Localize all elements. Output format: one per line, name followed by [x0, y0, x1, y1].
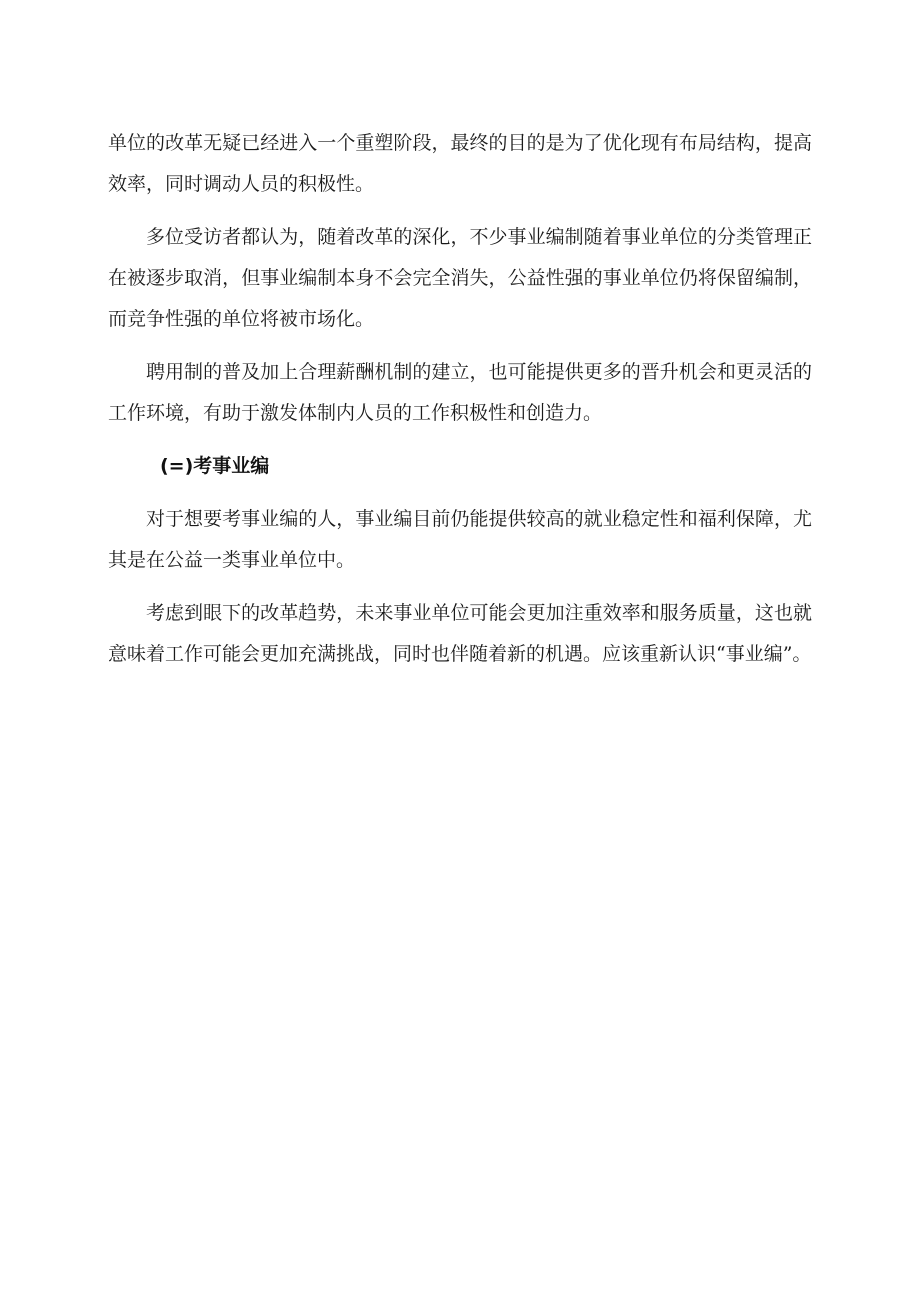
document-body: [108, 123, 812, 687]
paragraph-editorial-status: 多位受访者都认为，随着改革的深化，不少事业编制随着事业单位的分类管理正在被逐步取消，但事业编制本身不会完全消失，公益性强的事业单位仍将保留编制，而竞争性强的单位将被市场化。: [108, 226, 812, 330]
paragraph-continuation: 单位的改革无疑已经进入一个重塑阶段，最终的目的是为了优化现有布局结构，提高效率，同时调动人员的积极性。: [108, 132, 812, 195]
section-heading: (=)考事业编: [160, 455, 270, 477]
paragraph-reform-trend: 考虑到眼下的改革趋势，未来事业单位可能会更加注重效率和服务质量，这也就意味着工作可能会更加充满挑战，同时也伴随着新的机遇。应该重新认识“事业编”。: [108, 602, 812, 665]
paragraph-employment-system: 聘用制的普及加上合理薪酬机制的建立，也可能提供更多的晋升机会和更灵活的工作环境，有助于激发体制内人员的工作积极性和创造力。: [108, 361, 812, 424]
paragraph-exam-stability: 对于想要考事业编的人，事业编目前仍能提供较高的就业稳定性和福利保障，尤其是在公益一类事业单位中。: [108, 508, 812, 571]
